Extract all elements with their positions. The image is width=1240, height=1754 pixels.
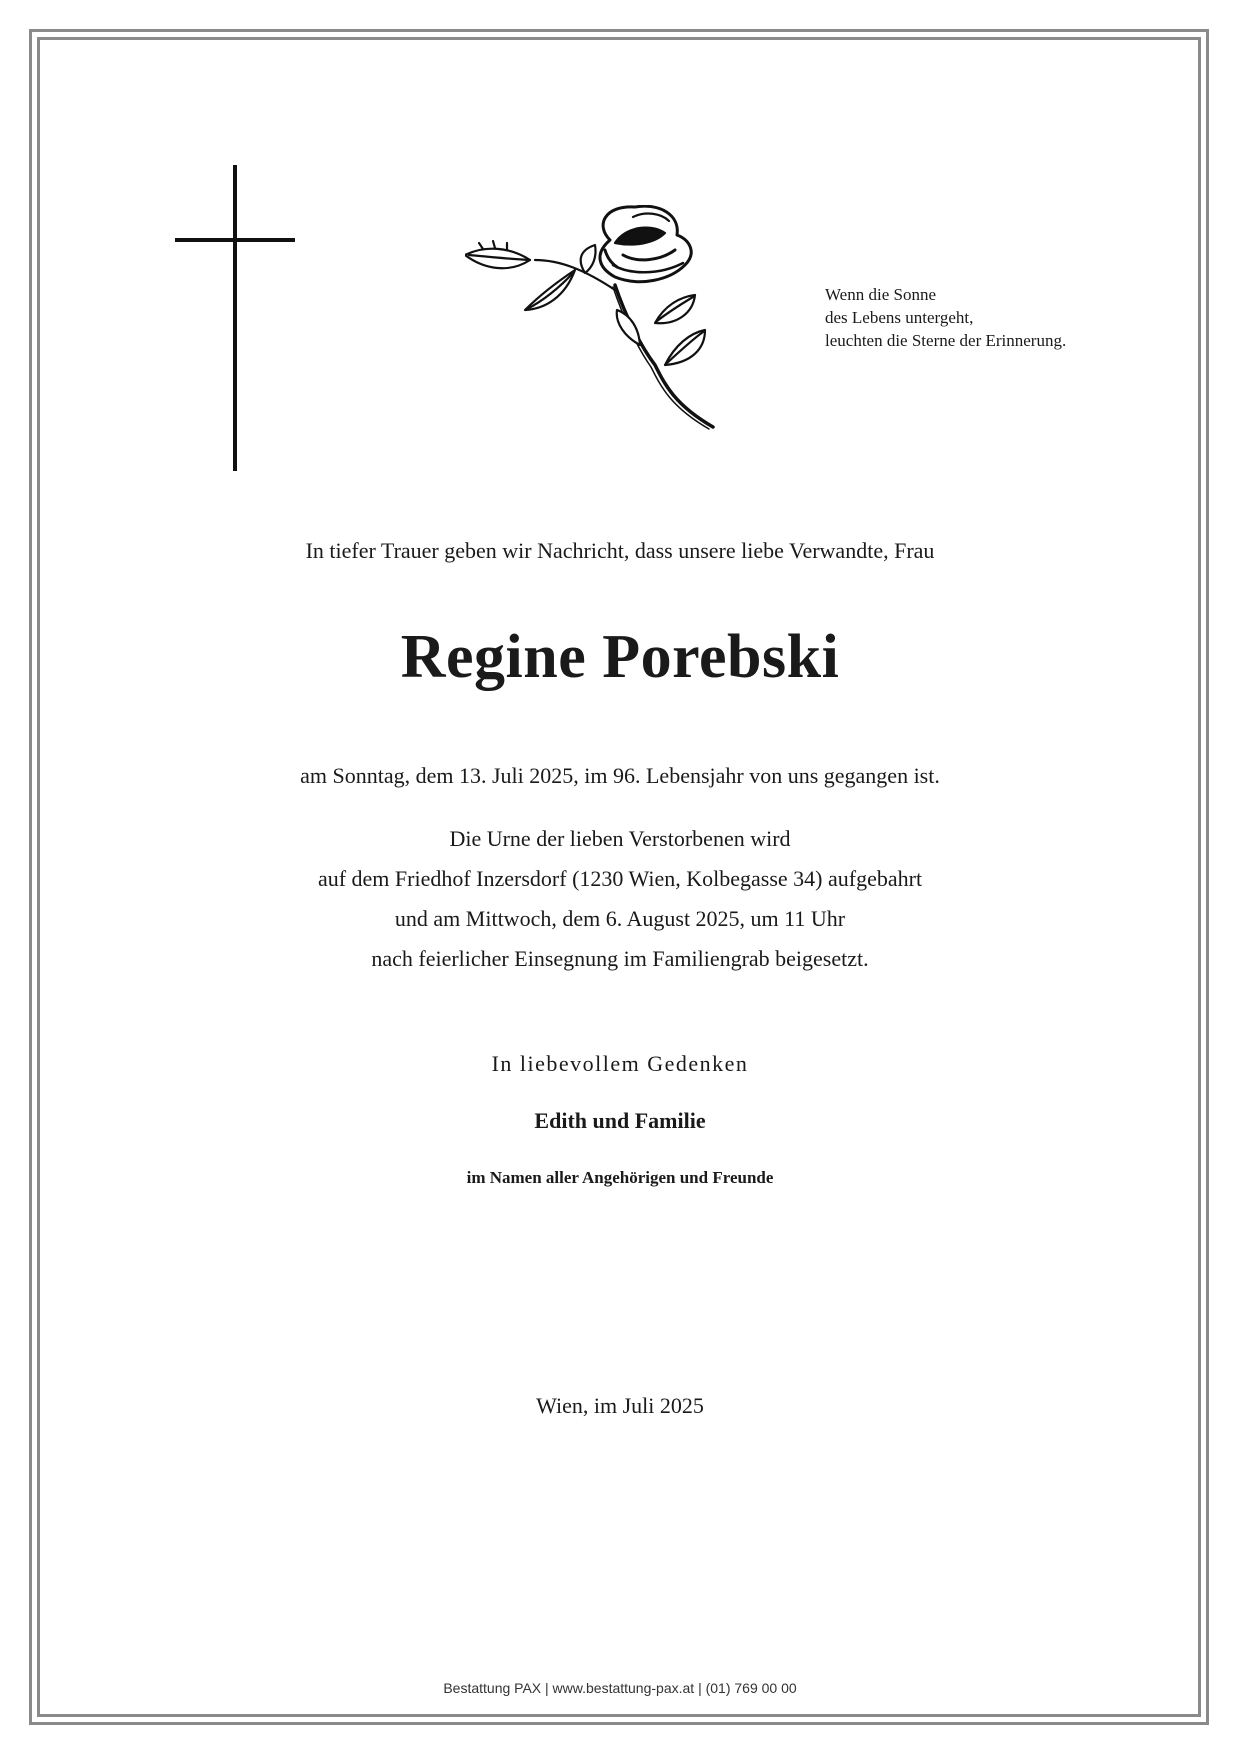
burial-line: nach feierlicher Einsegnung im Familiengrab beigesetzt. [371, 946, 869, 971]
footer-contact: Bestattung PAX | www.bestattung-pax.at | (01) 769 00 00 [443, 1680, 797, 1696]
poem-line: Wenn die Sonne [825, 285, 936, 304]
intro-text: In tiefer Trauer geben wir Nachricht, dass unsere liebe Verwandte, Frau [305, 538, 935, 563]
cross-icon [175, 165, 295, 471]
burial-line: Die Urne der lieben Verstorbenen wird [449, 826, 791, 851]
rose-icon [465, 205, 725, 430]
deceased-name: Regine Porebski [400, 623, 840, 691]
on-behalf-text: im Namen aller Angehörigen und Freunde [466, 1168, 774, 1187]
burial-line: auf dem Friedhof Inzersdorf (1230 Wien, Kolbegasse 34) aufgebahrt [317, 866, 923, 891]
burial-line: und am Mittwoch, dem 6. August 2025, um 11 Uhr [394, 906, 846, 931]
burial-details [0, 819, 1240, 979]
poem-line: leuchten die Sterne der Erinnerung. [825, 331, 1067, 350]
poem-line: des Lebens untergeht, [825, 308, 974, 327]
death-date-text: am Sonntag, dem 13. Juli 2025, im 96. Lebensjahr von uns gegangen ist. [300, 763, 940, 788]
memory-text: In liebevollem Gedenken [491, 1051, 749, 1076]
place-date: Wien, im Juli 2025 [536, 1393, 704, 1418]
signer-name: Edith und Familie [534, 1108, 706, 1133]
poem-block [825, 283, 1145, 352]
